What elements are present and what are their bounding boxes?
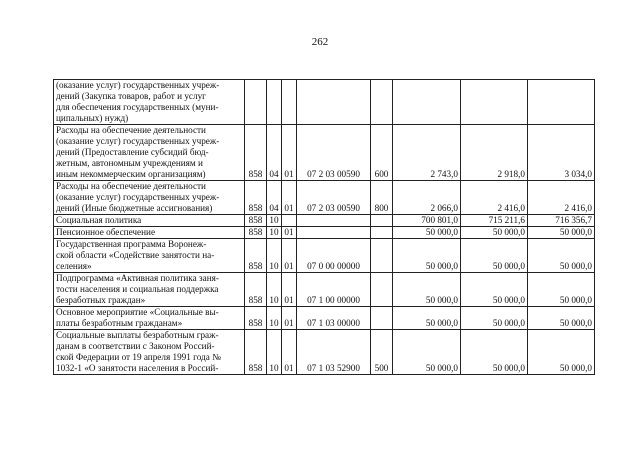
ministry-code-cell: 858 [245, 227, 267, 239]
expense-type-cell [371, 227, 393, 239]
amount-year2-cell: 50 000,0 [461, 307, 528, 330]
subsection-code-cell: 01 [282, 239, 297, 273]
expense-type-cell [371, 273, 393, 307]
expense-name-line: дений (Иные бюджетные ассигнования) [56, 203, 213, 213]
table-row [54, 227, 595, 239]
amount-year3-cell [528, 80, 595, 125]
table-row [54, 181, 595, 215]
amount-year1-cell: 2 066,0 [393, 181, 461, 215]
target-article-cell [297, 227, 371, 239]
ministry-code-cell: 858 [245, 215, 267, 227]
expense-type-cell: 600 [371, 125, 393, 181]
expense-type-cell: 800 [371, 181, 393, 215]
expense-type-cell [371, 307, 393, 330]
expense-name-line: ской области «Содействие занятости на- [56, 250, 215, 260]
amount-year2-cell: 50 000,0 [461, 330, 528, 375]
amount-year1-cell: 50 000,0 [393, 227, 461, 239]
amount-year3-cell: 50 000,0 [528, 273, 595, 307]
expense-name-line: ской Федерации от 19 апреля 1991 года № [56, 352, 221, 362]
expense-name-cell [54, 273, 245, 307]
amount-year1-cell: 50 000,0 [393, 239, 461, 273]
table-row [54, 307, 595, 330]
amount-year3-cell: 50 000,0 [528, 307, 595, 330]
expense-name-line: Социальная политика [56, 215, 142, 225]
budget-table-body [54, 80, 595, 375]
expense-name-cell [54, 181, 245, 215]
section-code-cell: 04 [267, 125, 282, 181]
expense-name-line: иным некоммерческим организациям) [56, 169, 206, 179]
expense-type-cell [371, 80, 393, 125]
expense-name-cell [54, 227, 245, 239]
expense-name-line: (оказание услуг) государственных учреж- [56, 136, 220, 146]
budget-table [53, 79, 595, 375]
expense-name-cell [54, 125, 245, 181]
expense-name-line: жетным, автономным учреждениям и [56, 158, 203, 168]
expense-name-line: Основное мероприятие «Социальные вы- [56, 307, 219, 317]
expense-name-line: селения» [56, 261, 92, 271]
amount-year1-cell: 700 801,0 [393, 215, 461, 227]
amount-year2-cell: 2 416,0 [461, 181, 528, 215]
subsection-code-cell: 01 [282, 181, 297, 215]
amount-year2-cell: 715 211,6 [461, 215, 528, 227]
amount-year2-cell: 50 000,0 [461, 239, 528, 273]
subsection-code-cell: 01 [282, 330, 297, 375]
amount-year3-cell: 2 416,0 [528, 181, 595, 215]
amount-year1-cell: 50 000,0 [393, 330, 461, 375]
ministry-code-cell: 858 [245, 273, 267, 307]
expense-name-line: (оказание услуг) государственных учреж- [56, 192, 220, 202]
expense-name-cell [54, 239, 245, 273]
amount-year2-cell: 2 918,0 [461, 125, 528, 181]
expense-name-cell [54, 307, 245, 330]
section-code-cell: 10 [267, 273, 282, 307]
amount-year2-cell [461, 80, 528, 125]
subsection-code-cell: 01 [282, 125, 297, 181]
expense-name-line: дений (Предоставление субсидий бюд- [56, 147, 209, 157]
amount-year3-cell: 50 000,0 [528, 227, 595, 239]
expense-type-cell: 500 [371, 330, 393, 375]
subsection-code-cell: 01 [282, 307, 297, 330]
target-article-cell: 07 2 03 00590 [297, 181, 371, 215]
expense-name-line: Пенсионное обеспечение [56, 227, 156, 237]
expense-name-line: безработных граждан» [56, 295, 146, 305]
section-code-cell: 10 [267, 307, 282, 330]
amount-year1-cell: 2 743,0 [393, 125, 461, 181]
expense-name-line: ципальных) нужд) [56, 113, 129, 123]
ministry-code-cell: 858 [245, 239, 267, 273]
ministry-code-cell: 858 [245, 181, 267, 215]
expense-name-line: 1032-1 «О занятости населения в Россий- [56, 363, 219, 373]
section-code-cell: 10 [267, 330, 282, 375]
expense-name-cell [54, 215, 245, 227]
amount-year3-cell: 716 356,7 [528, 215, 595, 227]
amount-year2-cell: 50 000,0 [461, 227, 528, 239]
target-article-cell: 07 1 03 52900 [297, 330, 371, 375]
page-number: 262 [311, 36, 329, 48]
section-code-cell: 04 [267, 181, 282, 215]
expense-name-line: Подпрограмма «Активная политика заня- [56, 273, 219, 283]
ministry-code-cell: 858 [245, 330, 267, 375]
target-article-cell [297, 215, 371, 227]
expense-name-line: Социальные выплаты безработным граж- [56, 330, 219, 340]
ministry-code-cell: 858 [245, 307, 267, 330]
target-article-cell [297, 80, 371, 125]
expense-name-line: для обеспечения государственных (муни- [56, 102, 219, 112]
expense-name-line: (оказание услуг) государственных учреж- [56, 80, 220, 90]
table-row [54, 239, 595, 273]
table-row [54, 273, 595, 307]
subsection-code-cell: 01 [282, 227, 297, 239]
amount-year3-cell: 3 034,0 [528, 125, 595, 181]
expense-name-line: Расходы на обеспечение деятельности [56, 181, 206, 191]
amount-year3-cell: 50 000,0 [528, 330, 595, 375]
table-row [54, 330, 595, 375]
subsection-code-cell [282, 80, 297, 125]
expense-type-cell [371, 239, 393, 273]
table-row [54, 215, 595, 227]
subsection-code-cell: 01 [282, 273, 297, 307]
expense-type-cell [371, 215, 393, 227]
target-article-cell: 07 1 00 00000 [297, 273, 371, 307]
expense-name-cell [54, 80, 245, 125]
section-code-cell: 10 [267, 239, 282, 273]
subsection-code-cell [282, 215, 297, 227]
amount-year1-cell: 50 000,0 [393, 307, 461, 330]
target-article-cell: 07 1 03 00000 [297, 307, 371, 330]
amount-year1-cell: 50 000,0 [393, 273, 461, 307]
table-row [54, 80, 595, 125]
expense-name-line: Расходы на обеспечение деятельности [56, 125, 206, 135]
amount-year1-cell [393, 80, 461, 125]
expense-name-line: дений (Закупка товаров, работ и услуг [56, 91, 206, 101]
ministry-code-cell: 858 [245, 125, 267, 181]
table-row [54, 125, 595, 181]
expense-name-line: данам в соответствии с Законом Россий- [56, 341, 215, 351]
expense-name-line: тости населения и социальная поддержка [56, 284, 219, 294]
section-code-cell: 10 [267, 215, 282, 227]
expense-name-line: Государственная программа Воронеж- [56, 239, 207, 249]
target-article-cell: 07 0 00 00000 [297, 239, 371, 273]
section-code-cell [267, 80, 282, 125]
expense-name-line: платы безработным гражданам» [56, 318, 183, 328]
amount-year2-cell: 50 000,0 [461, 273, 528, 307]
section-code-cell: 10 [267, 227, 282, 239]
amount-year3-cell: 50 000,0 [528, 239, 595, 273]
target-article-cell: 07 2 03 00590 [297, 125, 371, 181]
ministry-code-cell [245, 80, 267, 125]
expense-name-cell [54, 330, 245, 375]
